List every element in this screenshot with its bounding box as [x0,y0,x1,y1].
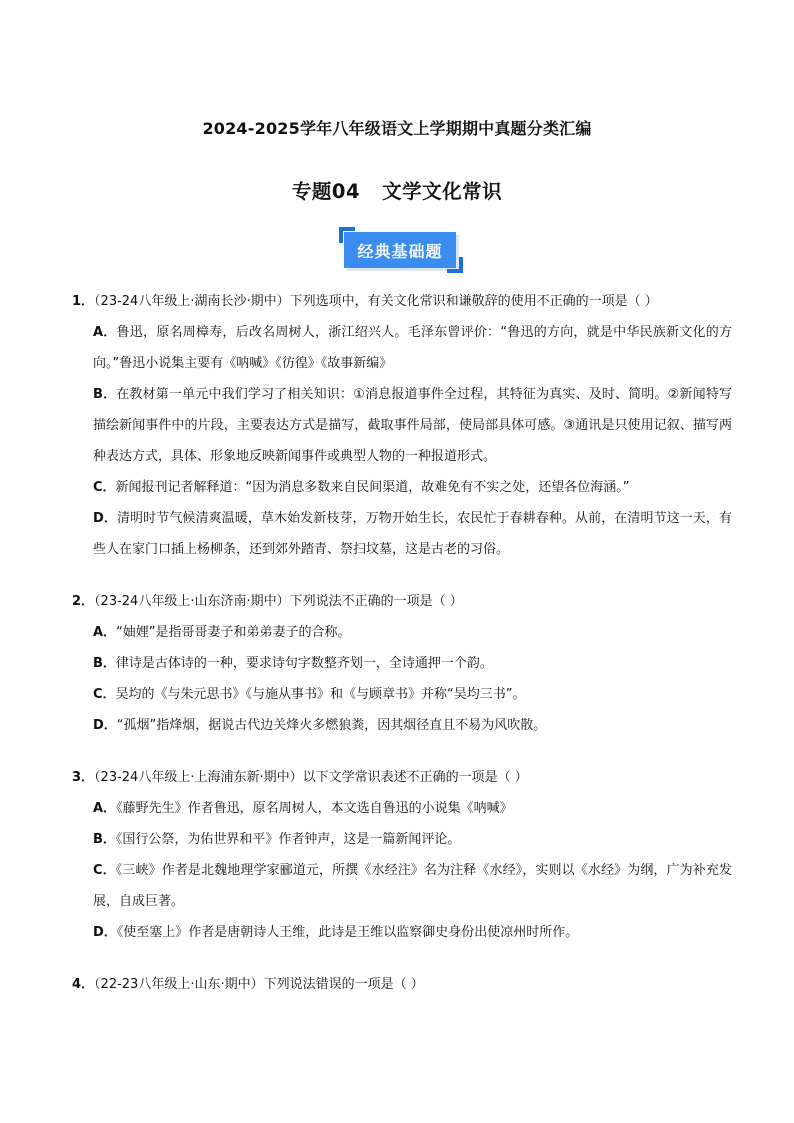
topic-name: 文学文化常识 [382,180,503,203]
option-label: A． [93,625,117,640]
question-number: 1． [72,294,95,309]
question-stem [72,762,732,793]
question-text: 以下文学常识表述不正确的一项是（ ） [302,770,528,785]
option-text: 清明时节气候清爽温暖，草木始发新枝芽，万物开始生长，农民忙于春耕春种。从前，在清明节这一天，有些人在家门口插上杨柳条，还到郊外踏青、祭扫坟墓，这是古老的习俗。 [93,511,732,557]
option-label: B． [93,656,116,671]
option-b [72,824,732,855]
option-label: D． [93,925,117,940]
question-number: 3． [72,770,95,785]
option-label: A． [93,325,117,340]
option-text: “孤烟”指烽烟，据说古代边关烽火多燃狼粪，因其烟径直且不易为风吹散。 [116,718,547,733]
question-number: 4． [72,977,95,992]
option-d [72,503,732,565]
section-badge [339,227,463,273]
question-source: （22-23八年级上·山东·期中） [94,977,264,992]
question-2 [72,586,732,741]
option-d [72,710,732,741]
option-text: 在教材第一单元中我们学习了相关知识：①消息报道事件全过程，其特征为真实、及时、简明。②新闻特写描绘新闻事件中的片段，主要表达方式是描写，截取事件局部，使局部具体可感。③通讯是只使用记叙、描写两种表达方式，具体、形象地反映新闻事件或典型人物的一种报道形式。 [93,387,732,464]
option-label: C． [93,863,116,878]
option-c [72,855,732,917]
option-d [72,917,732,948]
question-text: 下列选项中，有关文化常识和谦敬辞的使用不正确的一项是（ ） [289,294,658,309]
option-b [72,648,732,679]
option-label: C． [93,687,116,702]
option-text: “妯娌”是指哥哥妻子和弟弟妻子的合称。 [116,625,351,640]
option-label: B． [93,387,117,402]
badge-label: 经典基础题 [344,232,456,268]
question-source: （23-24八年级上·湖南长沙·期中） [94,294,290,309]
question-3 [72,762,732,948]
option-text: 新闻报刊记者解释道：“因为消息多数来自民间渠道，故难免有不实之处，还望各位海涵。” [115,480,630,495]
question-text: 下列说法错误的一项是（ ） [263,977,424,992]
option-text: 《使至塞上》作者是唐朝诗人王维，此诗是王维以监察御史身份出使凉州时所作。 [116,925,579,940]
question-text: 下列说法不正确的一项是（ ） [289,594,463,609]
option-label: C． [93,480,116,495]
option-a [72,617,732,648]
question-stem [72,969,732,1000]
option-label: A． [93,801,117,816]
option-label: D． [93,718,117,733]
question-number: 2． [72,594,95,609]
option-text: 律诗是古体诗的一种，要求诗句字数整齐划一，全诗通押一个韵。 [115,656,493,671]
topic-title [0,176,794,204]
question-source: （23-24八年级上·上海浦东新·期中） [94,770,303,785]
question-4 [72,969,732,1000]
option-text: 《国行公祭，为佑世界和平》作者钟声，这是一篇新闻评论。 [115,832,461,847]
question-stem [72,586,732,617]
option-text: 吴均的《与朱元思书》《与施从事书》和《与顾章书》并称“吴均三书”。 [115,687,526,702]
option-c [72,679,732,710]
document-title: 2024-2025学年八年级语文上学期期中真题分类汇编 [202,119,592,138]
question-source: （23-24八年级上·山东济南·期中） [94,594,290,609]
option-label: D． [93,511,117,526]
option-b [72,379,732,472]
question-1 [72,286,732,565]
option-text: 鲁迅，原名周樟寿，后改名周树人，浙江绍兴人。毛泽东曾评价：“鲁迅的方向，就是中华民族新文化的方向。”鲁迅小说集主要有《呐喊》《彷徨》《故事新编》 [93,325,732,371]
option-text: 《三峡》作者是北魏地理学家郦道元，所撰《水经注》名为注释《水经》，实则以《水经》为纲，广为补充发展，自成巨著。 [93,863,732,909]
question-stem [72,286,732,317]
question-list [72,286,732,1021]
option-a [72,317,732,379]
option-c [72,472,732,503]
option-a [72,793,732,824]
option-text: 《藤野先生》作者鲁迅，原名周树人，本文选自鲁迅的小说集《呐喊》 [116,801,513,816]
topic-number: 专题04 [291,180,361,203]
option-label: B． [93,832,116,847]
